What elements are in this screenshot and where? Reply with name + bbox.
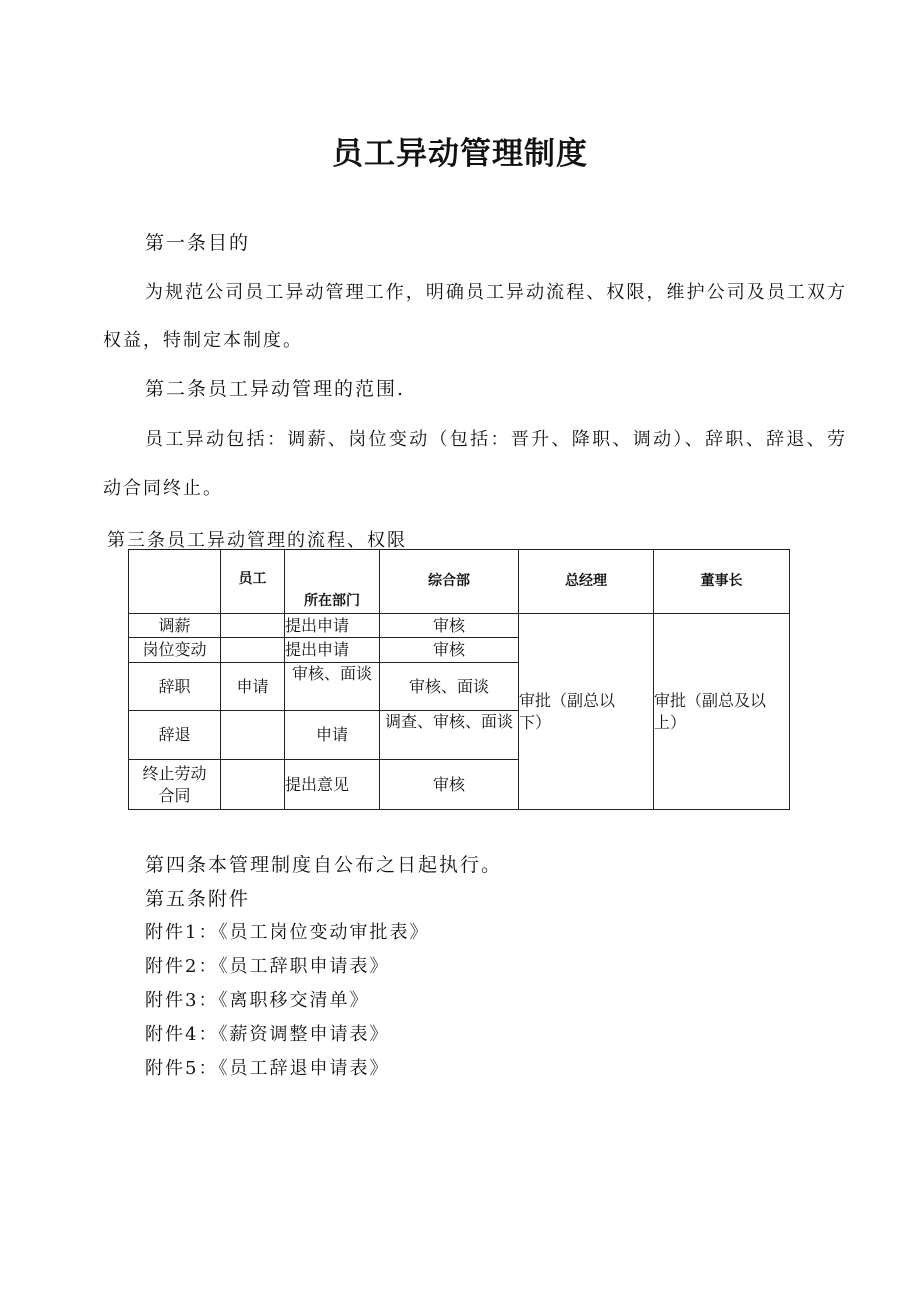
- general-manager-approval-cell: 审批（副总以 下）: [519, 614, 654, 810]
- row-general-dept-cell: 审核: [380, 638, 519, 663]
- row-general-dept-cell: 审核、面谈: [380, 663, 519, 711]
- row-type-cell: 辞退: [129, 711, 221, 760]
- row-employee-cell: [221, 638, 285, 663]
- attachment-item: 附件4：《薪资调整申请表》: [145, 1024, 390, 1045]
- row-department-cell: 提出意见: [285, 760, 380, 810]
- row-employee-cell: 申请: [221, 663, 285, 711]
- row-general-dept-cell: 审核: [380, 614, 519, 638]
- header-cell-department: 所在部门: [285, 550, 380, 614]
- article4-text: 第四条本管理制度自公布之日起执行。: [145, 854, 503, 876]
- article1-body-line1: 为规范公司员工异动管理工作，明确员工异动流程、权限，维护公司及员工双方: [145, 282, 847, 303]
- row-employee-cell: [221, 711, 285, 760]
- row-type-cell: 岗位变动: [129, 638, 221, 663]
- article3-heading: 第三条员工异动管理的流程、权限: [107, 530, 407, 551]
- row-general-dept-cell: 调查、审核、面谈: [380, 711, 519, 760]
- article1-body-line2: 权益，特制定本制度。: [103, 330, 303, 351]
- header-cell-general-manager: 总经理: [519, 550, 654, 614]
- header-cell-corner: [129, 550, 221, 614]
- header-cell-employee: 员工: [221, 550, 285, 614]
- chairman-approval-cell: 审批（副总及以 上）: [654, 614, 790, 810]
- row-employee-cell: [221, 614, 285, 638]
- table-row: [129, 614, 790, 638]
- row-type-cell: 辞职: [129, 663, 221, 711]
- row-department-cell: 提出申请: [285, 638, 380, 663]
- article2-body-line1: 员工异动包括：调薪、岗位变动（包括：晋升、降职、调动）、辞职、辞退、劳: [145, 429, 847, 450]
- row-department-cell: 申请: [285, 711, 380, 760]
- row-department-cell: 提出申请: [285, 614, 380, 638]
- header-cell-general-dept: 综合部: [380, 550, 519, 614]
- article1-heading: 第一条目的: [145, 232, 251, 254]
- header-cell-chairman: 董事长: [654, 550, 790, 614]
- attachment-item: 附件5：《员工辞退申请表》: [145, 1058, 390, 1079]
- attachment-item: 附件1：《员工岗位变动审批表》: [145, 922, 430, 943]
- article2-heading: 第二条员工异动管理的范围.: [145, 378, 406, 400]
- row-employee-cell: [221, 760, 285, 810]
- table-header-row: [129, 550, 790, 614]
- row-type-cell: 终止劳动 合同: [129, 760, 221, 810]
- article5-heading: 第五条附件: [145, 888, 251, 910]
- attachment-item: 附件3：《离职移交清单》: [145, 990, 370, 1011]
- process-authority-table: [128, 549, 790, 810]
- attachment-item: 附件2：《员工辞职申请表》: [145, 956, 390, 977]
- article2-body-line2: 动合同终止。: [103, 478, 223, 499]
- row-type-cell: 调薪: [129, 614, 221, 638]
- document-title: 员工异动管理制度: [332, 136, 588, 172]
- row-department-cell: 审核、面谈: [285, 663, 380, 711]
- row-general-dept-cell: 审核: [380, 760, 519, 810]
